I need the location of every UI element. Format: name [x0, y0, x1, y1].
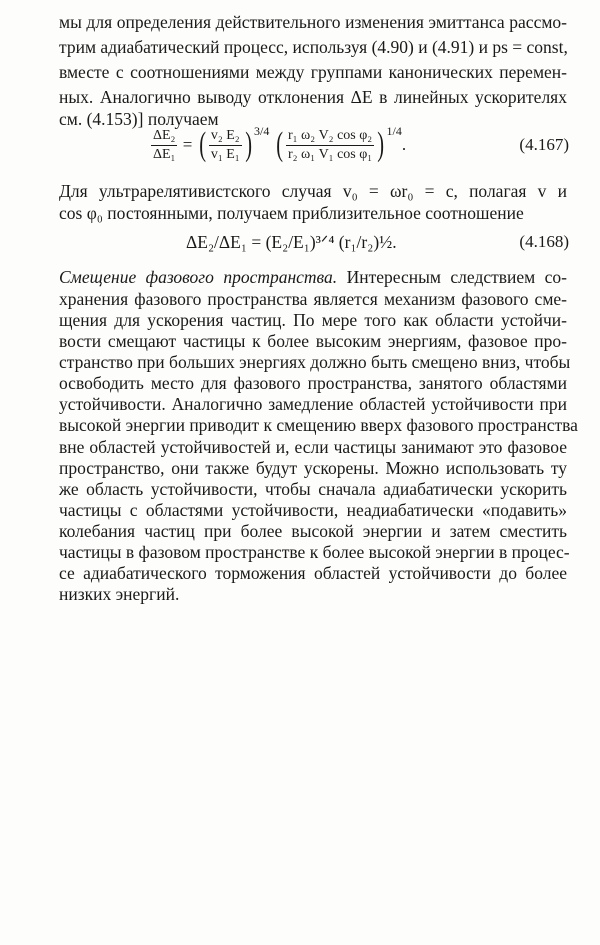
- text-line: странство при больших энергиях должно быть смещено вниз, чтобы: [59, 352, 571, 372]
- rf-parameter-ratio: $\frac{\text{r₁ ω₂ V₂ cos φ₂}}{\text{r₂ ω₁ V₁ cos φ₁}}$: [287, 127, 373, 162]
- text-line: хранения фазового пространства является механизм фазового сме-: [59, 289, 567, 309]
- text-line: се адиабатического торможения областей устойчивости до более: [59, 563, 567, 583]
- section-heading: Смещение фазового пространства.: [59, 267, 338, 287]
- lhs-fraction: $\frac{\text{ΔE₂}}{\text{ΔE₁}}$: [153, 127, 176, 162]
- text-line: мы для определения действительного изменения эмиттанса рассмо-: [59, 12, 567, 32]
- text-line: низких энергий.: [59, 584, 180, 604]
- left-paren: (: [198, 126, 206, 164]
- text-segment: Интересным следствием со-: [346, 267, 568, 287]
- text-line: вместе с соотношениями между группами канонических перемен-: [59, 62, 567, 82]
- equation-body: ΔE₂/ΔE₁ = (E₂/E₁)³ᐟ⁴ (r₁/r₂)½.: [186, 232, 397, 252]
- text-line: колебания частиц при более высокой энергии и затем сместить: [59, 521, 567, 541]
- text-line: высокой энергии приводит к смещению вверх фазового пространства: [59, 415, 578, 435]
- text-line: вне областей устойчивостей и, если частицы занимают это фазовое: [59, 437, 567, 457]
- velocity-energy-ratio: $\frac{\text{v₂ E₂}}{\text{v₁ E₁}}$: [210, 127, 240, 162]
- text-line: вости смещают частицы к более высоким энергиям, фазовое про-: [59, 331, 567, 351]
- text-line: пространство, они также будут ускорены. Можно использовать ту: [59, 458, 567, 478]
- text-line: частицы в фазовом пространстве к более высокой энергии в процес-: [59, 542, 570, 562]
- text-line: устойчивости. Аналогично замедление областей устойчивости при: [59, 394, 567, 414]
- exponent: 1/4: [386, 124, 402, 138]
- period: .: [401, 135, 407, 155]
- text-line: освободить место для фазового пространства, занятого областями: [59, 373, 567, 393]
- text-line: cos φ₀ постоянными, получаем приблизительное соотношение: [59, 203, 524, 223]
- text-line: частицы с областями устойчивости, неадиабатически «подавить»: [59, 500, 567, 520]
- equation-number: (4.168): [519, 232, 569, 251]
- text-line: [59, 267, 567, 287]
- right-paren: ): [377, 126, 385, 164]
- equation-number: (4.167): [519, 135, 569, 154]
- equation-4-168: [59, 231, 569, 255]
- text-line: же область устойчивости, чтобы сначала адиабатически ускорить: [59, 479, 567, 499]
- equation-4-167: [59, 122, 569, 170]
- text-line: ных. Аналогично выводу отклонения ΔE в линейных ускорителях: [59, 87, 567, 107]
- text-line: трим адиабатический процесс, используя (4.90) и (4.91) и ps = const,: [59, 37, 568, 57]
- exponent: 3/4: [254, 124, 270, 138]
- left-paren: (: [275, 126, 283, 164]
- right-paren: ): [244, 126, 252, 164]
- text-line: Для ультрарелятивистского случая v₀ = ωr₀ = c, полагая v и: [59, 181, 567, 201]
- equals-sign: =: [182, 135, 193, 155]
- text-line: см. (4.153)] получаем: [59, 109, 219, 129]
- text-line: щения для ускорения частиц. По мере того как области устойчи-: [59, 310, 567, 330]
